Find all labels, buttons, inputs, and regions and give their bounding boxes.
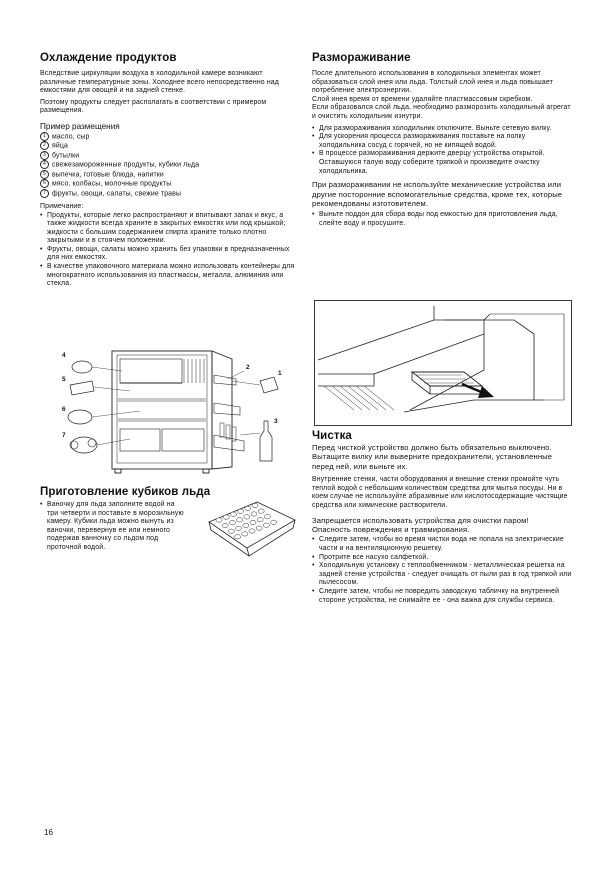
list-item: • Продукты, которые легко распространяют и впитывают запах и вкус, а также жидкости всегда храните в закрытых емкостях или под крышкой; жидкости с большим содержанием спирта храните только плотно закрытыми и в стоячем положении.: [40, 212, 300, 246]
cleaning-list: [312, 536, 574, 605]
list-item: [40, 179, 300, 188]
list-item: • Для размораживания холодильник отключите. Выньте сетевую вилку.: [312, 125, 574, 134]
item-text: яйца: [52, 142, 68, 150]
ice-cell: [250, 520, 256, 524]
list-item: • В качестве упаковочного материала можно использовать контейнеры для многократного использования из пластмассы, металла, алюминия или стекла.: [40, 263, 300, 289]
figure-label-7: 7: [62, 432, 66, 439]
ice-cell: [264, 515, 270, 519]
cleaning-paragraph-1: Перед чисткой устройство должно быть обязательно выключено. Вытащите вилку или выверните предохранители, установленные перед ней, или выньте их.: [312, 443, 553, 471]
list-item: • Выньте поддон для сбора воды под емкостью для приготовления льда, слейте воду и просушите.: [312, 211, 574, 228]
ice-cell: [258, 509, 264, 513]
example-heading: Пример размещения: [40, 121, 120, 131]
figure-label-2: 2: [246, 364, 250, 371]
list-item: [40, 151, 300, 160]
ice-cell: [245, 506, 251, 510]
page-number: 16: [44, 828, 53, 837]
cleaning-heading: Чистка: [312, 430, 352, 442]
item-text: свежезамороженные продукты, кубики льда: [52, 161, 200, 169]
list-item: • Следите затем, чтобы не повредить заводскую табличку на внутренней стороне устройства, не снимайте ее - она важна для службы сервиса.: [312, 588, 574, 605]
ice-cell: [256, 526, 262, 530]
notes-list: [40, 212, 300, 289]
ice-cell: [228, 529, 234, 533]
figure-label-6: 6: [62, 406, 66, 413]
left-column: [40, 52, 300, 293]
ice-cell: [244, 515, 250, 519]
ice-cell: [222, 523, 228, 527]
defrost-heading: Размораживание: [312, 52, 411, 64]
item-number: 4: [40, 160, 49, 169]
fridge-illustration: [60, 345, 290, 475]
ice-cell: [271, 520, 277, 524]
figure-label-4: 4: [62, 352, 66, 359]
defrost-paragraph-3: Если образовался слой льда, необходимо разморозить холодильный агрегат и очистить холодильник изнутри.: [312, 104, 571, 120]
list-item: [40, 141, 300, 150]
ice-cell: [249, 529, 255, 533]
list-item: [40, 132, 300, 141]
item-text: фрукты, овощи, салаты, свежие травы: [52, 189, 182, 197]
ice-cell: [223, 515, 229, 519]
ice-cell: [242, 532, 248, 536]
ice-cell: [243, 523, 249, 527]
list-item: [40, 170, 300, 179]
ice-cell: [235, 535, 241, 539]
ice-cell: [251, 512, 257, 516]
cleaning-paragraph-3: Запрещается использовать устройства для очистки паром!: [312, 515, 529, 525]
item-number: 5: [40, 170, 49, 179]
list-item: • В процессе размораживания держите дверцу устройства открытой. Оставшуюся талую воду соберите тряпкой и произведите очистку холодильника.: [312, 150, 574, 176]
figure-label-1: 1: [278, 370, 282, 377]
defrost-illustration: [314, 300, 572, 426]
item-text: бутылки: [52, 152, 80, 160]
list-item: • Для ускорения процесса размораживания поставьте на полку холодильника сосуд с горячей, но не кипящей водой.: [312, 133, 574, 150]
notes-heading: Примечание:: [40, 202, 84, 210]
list-item: • Холодильную установку с теплообменником - металлическая решетка на задней стенке устройства - следует очищать от пыли раз в год тряпкой или пылесосом.: [312, 562, 574, 588]
ice-cell: [252, 503, 258, 507]
item-number: 6: [40, 179, 49, 188]
list-item: • Протрите все насухо салфеткой.: [312, 554, 574, 563]
list-item: [40, 189, 300, 198]
cleaning-paragraph-2: Внутренние стенки, части оборудования и внешние стенки промойте чуть теплой водой с небольшим количеством средства для мытья посуды. Ни в коем случае не используйте абразивные или кислотосодержащие чистящие средства или химические растворители.: [312, 476, 568, 509]
ice-cell: [263, 523, 269, 527]
right-column: [312, 52, 574, 233]
ice-tray-illustration: [205, 498, 297, 558]
ice-cell: [236, 526, 242, 530]
ice-heading: Приготовление кубиков льда: [40, 486, 211, 498]
defrost-paragraph-2: Слой инея время от времени удаляйте пластмассовым скребком.: [312, 95, 533, 103]
example-list: [40, 132, 300, 198]
ice-cell: [257, 517, 263, 521]
ice-cell: [237, 518, 243, 522]
list-item: • Следите затем, чтобы во время чистки вода не попала на электрические части и на вентиляционную решетку.: [312, 536, 574, 553]
item-number: 2: [40, 141, 49, 150]
item-text: мясо, колбасы, молочные продукты: [52, 180, 172, 188]
defrost-warning: При размораживании не используйте механические устройства или другие посторонние вспомогательные средства, кроме тех, которые рекомендованы изготовителем.: [312, 180, 563, 208]
cooling-paragraph-1: Вследствие циркуляции воздуха в холодильной камере возникают различные температурные зоны. Холоднее всего непосредственно над емкостями для овощей и на задней стенке.: [40, 70, 279, 95]
item-number: 7: [40, 189, 49, 198]
item-text: масло, сыр: [52, 133, 90, 141]
ice-cell: [238, 509, 244, 513]
figure-label-5: 5: [62, 376, 66, 383]
cleaning-paragraph-4: Опасность повреждения и травмирования.: [312, 525, 470, 534]
ice-cell: [230, 512, 236, 516]
cleaning-section: [312, 430, 574, 609]
list-item: • Ваночку для льда заполните водой на три четверти и поставьте в морозильную камеру. Кубики льда можно вынуть из ваночки, перевернув ее или немного подержав ванночку со льдом под проточной водой.: [40, 501, 188, 553]
list-item: [40, 160, 300, 169]
ice-cell: [216, 518, 222, 522]
item-number: 3: [40, 151, 49, 160]
cooling-paragraph-2: Поэтому продукты следует располагать в соответствии с примером размещения.: [40, 98, 267, 115]
ice-cell: [229, 521, 235, 525]
item-text: выпечка, готовые блюда, напитки: [52, 170, 164, 178]
defrost-paragraph-1: После длительного использования в холодильных элементах может образоваться слой инея или льда. Толстый слой инея и льда повышает потребление электроэнергии.: [312, 70, 553, 95]
list-item: • Фрукты, овощи, салаты можно хранить без упаковки в предназначенных для них емкостях.: [40, 246, 300, 263]
defrost-list: [312, 125, 574, 177]
item-number: 1: [40, 132, 49, 141]
ice-list: [40, 501, 188, 553]
figure-label-3: 3: [274, 418, 278, 425]
cooling-heading: Охлаждение продуктов: [40, 52, 177, 64]
defrost-list-2: [312, 211, 574, 228]
